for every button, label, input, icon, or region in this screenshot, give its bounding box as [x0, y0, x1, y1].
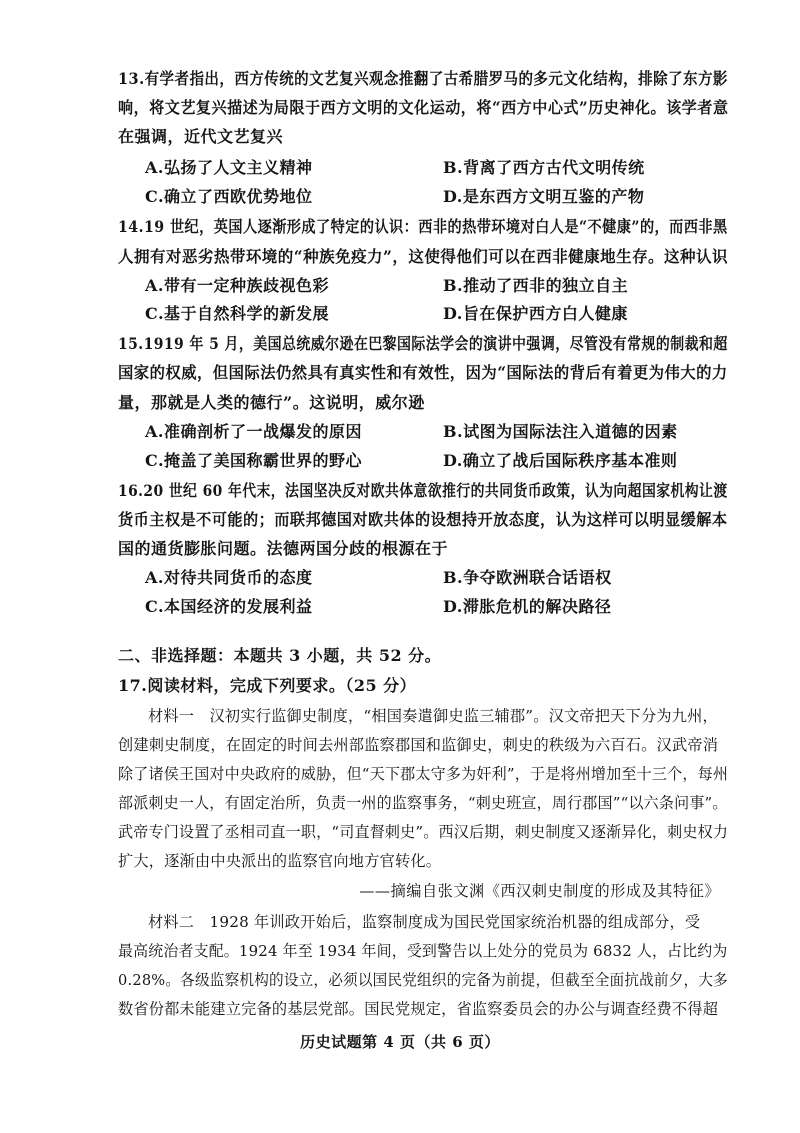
q16-option-b: B.争夺欧洲联合话语权 — [443, 568, 612, 587]
material-1-line-5: 武帝专门设置了丞相司直一职，“司直督刺史”。西汉后期，刺史制度又逐渐异化，刺史权力 — [118, 823, 729, 841]
q15-option-d: D.确立了战后国际秩序基本准则 — [443, 451, 678, 470]
q13-option-c: C.确立了西欧优势地位 — [145, 187, 313, 206]
material-1-line-6: 扩大，逐渐由中央派出的监察官向地方官转化。 — [118, 852, 442, 870]
page-footer: 历史试题第 4 页（共 6 页） — [300, 1033, 500, 1051]
q14-option-a: A.带有一定种族歧视色彩 — [145, 276, 329, 295]
material-2-line-4: 数省份都未能建立完备的基层党部。国民党规定，省监察委员会的办公与调查经费不得超 — [118, 1000, 719, 1018]
q13-option-b: B.背离了西方古代文明传统 — [443, 158, 645, 177]
q15-option-c: C.掩盖了美国称霸世界的野心 — [145, 451, 363, 470]
q13-line-3: 在强调，近代文艺复兴 — [118, 127, 284, 146]
material-1-line-4: 部派刺史一人，有固定治所，负责一州的监察事务，“刺史班宣，周行郡国”“以六条问事”。 — [118, 794, 728, 812]
q14-option-c: C.基于自然科学的新发展 — [145, 304, 330, 323]
q14-option-b: B.推动了西非的独立自主 — [443, 276, 629, 295]
q15-line-1: 15.1919 年 5 月，美国总统威尔逊在巴黎国际法学会的演讲中强调，尽管没有常规的制裁和超 — [118, 334, 728, 353]
q16-option-a: A.对待共同货币的态度 — [145, 568, 313, 587]
q14-line-2: 人拥有对恶劣热带环境的“种族免疫力”，这使得他们可以在西非健康地生存。这种认识 — [118, 247, 728, 266]
material-2-line-3: 0.28%。各级监察机构的设立，必须以国民党组织的完备为前提，但截至全面抗战前夕，大多 — [118, 971, 728, 989]
q15-option-a: A.准确剖析了一战爆发的原因 — [145, 422, 362, 441]
q15-line-3: 量，那就是人类的德行”。这说明，威尔逊 — [118, 393, 425, 412]
q17-prompt: 17.阅读材料，完成下列要求。（25 分） — [118, 676, 417, 695]
material-1-line-1: 材料一 汉初实行监御史制度，“相国奏遣御史监三辅郡”。汉文帝把天下分为九州， — [148, 707, 718, 725]
material-2-line-2: 最高统治者支配。1924 年至 1934 年间，受到警告以上处分的党员为 6832 人，占比约为 — [118, 942, 728, 960]
q13-option-d: D.是东西方文明互鉴的产物 — [443, 187, 645, 206]
q13-line-1: 13.有学者指出，西方传统的文艺复兴观念推翻了古希腊罗马的多元文化结构，排除了东方影 — [118, 69, 728, 88]
q16-line-2: 货币主权是不可能的；而联邦德国对欧共体的设想持开放态度，认为这样可以明显缓解本 — [118, 510, 728, 529]
material-1-line-3: 除了诸侯王国对中央政府的威胁，但“天下郡太守多为奸利”，于是将州增加至十三个，每州 — [118, 765, 729, 783]
q13-option-a: A.弘扬了人文主义精神 — [145, 158, 313, 177]
q15-line-2: 国家的权威，但国际法仍然具有真实性和有效性，因为“国际法的背后有着更为伟大的力 — [118, 363, 728, 382]
section-2-heading: 二、非选择题：本题共 3 小题，共 52 分。 — [118, 646, 442, 665]
q16-line-3: 国的通货膨胀问题。法德两国分歧的根源在于 — [118, 539, 449, 558]
q16-option-d: D.滞胀危机的解决路径 — [443, 597, 612, 616]
material-1-line-2: 创建刺史制度，在固定的时间去州部监察郡国和监御史，刺史的秩级为六百石。汉武帝消 — [118, 736, 719, 754]
q13-line-2: 响，将文艺复兴描述为局限于西方文明的文化运动，将“西方中心式”历史神化。该学者意 — [118, 98, 729, 117]
q16-line-1: 16.20 世纪 60 年代末，法国坚决反对欧共体意欲推行的共同货币政策，认为向超国家机构让渡 — [118, 481, 728, 500]
q14-line-1: 14.19 世纪，英国人逐渐形成了特定的认识：西非的热带环境对白人是“不健康”的，而西非黑 — [118, 217, 728, 236]
material-2-line-1: 材料二 1928 年训政开始后，监察制度成为国民党国家统治机器的组成部分，受 — [148, 913, 701, 931]
q16-option-c: C.本国经济的发展利益 — [145, 597, 313, 616]
q15-option-b: B.试图为国际法注入道德的因素 — [443, 422, 678, 441]
material-1-source: ——摘编自张文渊《西汉刺史制度的形成及其特征》 — [359, 882, 720, 900]
q14-option-d: D.旨在保护西方白人健康 — [443, 304, 628, 323]
